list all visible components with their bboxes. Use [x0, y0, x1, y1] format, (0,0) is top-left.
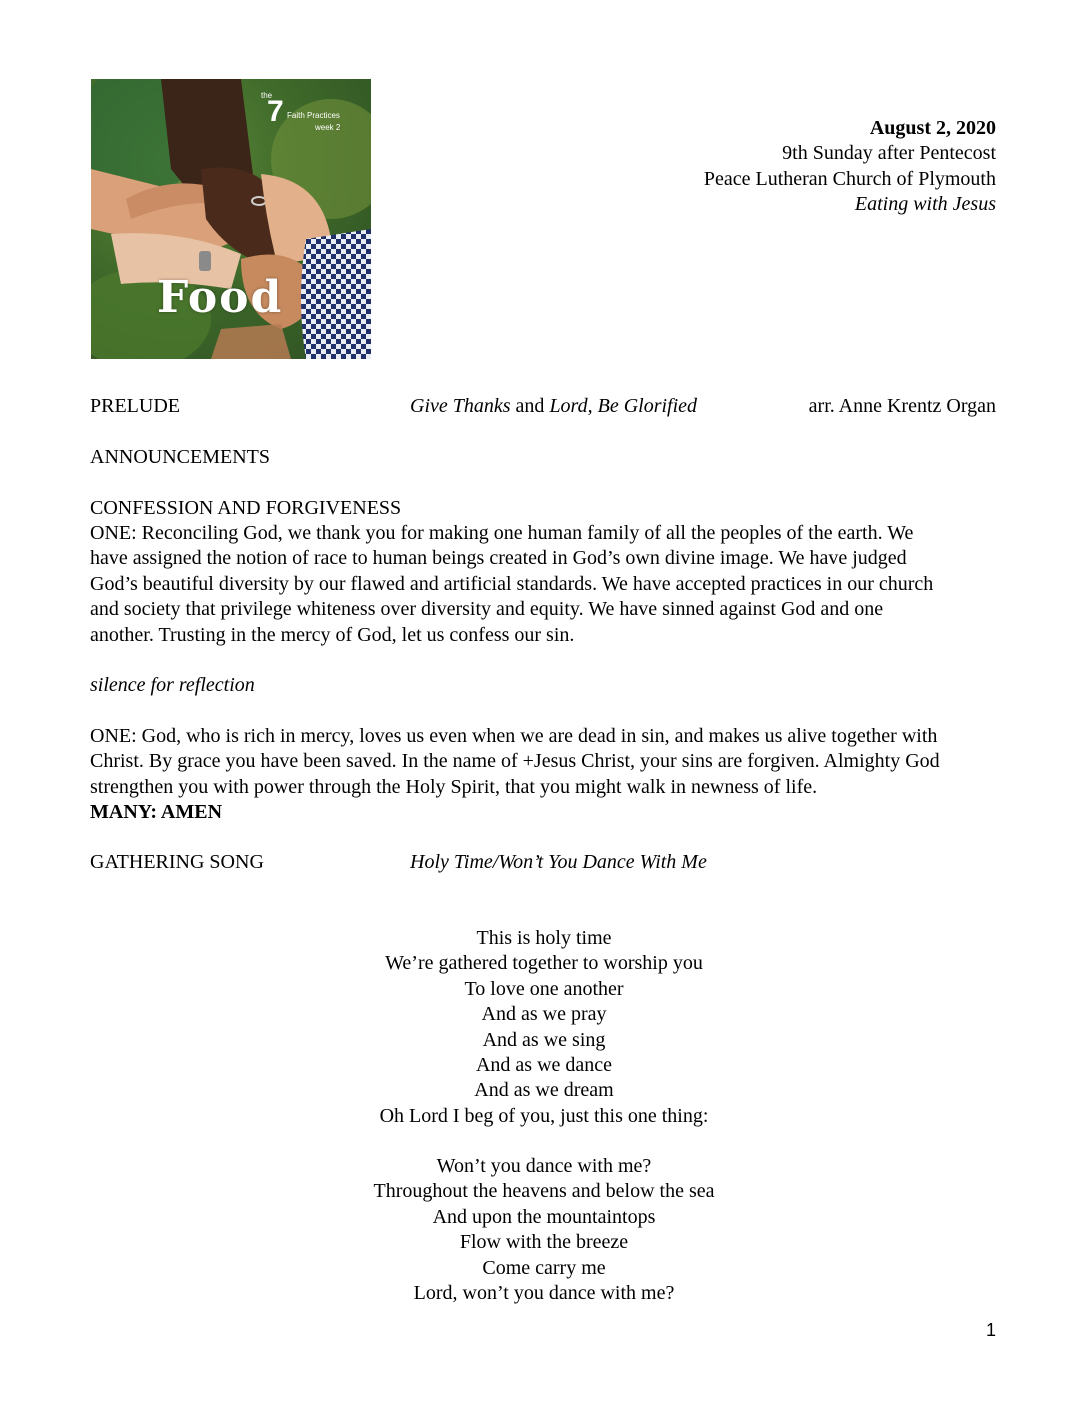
confession-line: and society that privilege whiteness over diversity and equity. We have sinned against God and one — [90, 598, 884, 621]
cover-title: Food — [157, 272, 284, 323]
lyric-line: And as we dance — [475, 1054, 613, 1077]
prelude-title-part2: Lord, Be Glorified — [549, 395, 698, 417]
confession-line: God’s beautiful diversity by our flawed and artificial standards. We have accepted practices in our church — [90, 572, 934, 595]
lyric-line: To love one another — [464, 977, 624, 1000]
page-number: 1 — [985, 1320, 996, 1340]
series-number: 7 — [267, 95, 284, 128]
series-week: week 2 — [315, 123, 341, 132]
service-header — [704, 116, 996, 218]
lyric-line: Come carry me — [482, 1256, 606, 1279]
prelude-label: PRELUDE — [90, 395, 180, 417]
gathering-song-title: Holy Time/Won’t You Dance With Me — [410, 851, 707, 873]
liturgical-day: 9th Sunday after Pentecost — [782, 142, 996, 165]
prelude-title — [410, 394, 697, 419]
prelude-arranger: arr. Anne Krentz Organ — [808, 395, 996, 417]
service-theme: Eating with Jesus — [854, 193, 996, 216]
confession-line: ONE: Reconciling God, we thank you for making one human family of all the peoples of the earth. We — [90, 522, 914, 544]
series-the: the — [261, 91, 273, 100]
cover-image — [91, 79, 371, 359]
confession-line: another. Trusting in the mercy of God, let us confess our sin. — [90, 623, 575, 646]
absolution-line: Christ. By grace you have been saved. In the name of +Jesus Christ, your sins are forgiven. Almighty God — [90, 750, 940, 773]
prelude-title-part1: Give Thanks — [410, 395, 511, 417]
service-date: August 2, 2020 — [869, 117, 996, 139]
lyric-line: We’re gathered together to worship you — [385, 952, 703, 975]
silence-rubric: silence for reflection — [90, 674, 255, 696]
announcements-heading: ANNOUNCEMENTS — [90, 446, 270, 468]
lyric-line: Won’t you dance with me? — [436, 1155, 652, 1177]
confession-heading: CONFESSION AND FORGIVENESS — [90, 497, 402, 519]
lyric-line: Oh Lord I beg of you, just this one thing: — [379, 1104, 709, 1127]
lyric-line: And as we sing — [482, 1028, 606, 1051]
absolution-line: ONE: God, who is rich in mercy, loves us even when we are dead in sin, and makes us alive together with — [90, 725, 938, 747]
lyrics-verse-1 — [0, 926, 1088, 1129]
absolution-text — [90, 724, 1000, 826]
series-name: Faith Practices — [287, 111, 340, 120]
gathering-song-label: GATHERING SONG — [90, 851, 264, 873]
lyric-line: This is holy time — [476, 927, 612, 949]
lyric-line: Flow with the breeze — [459, 1231, 629, 1254]
confession-line: have assigned the notion of race to human beings created in God’s own divine image. We have judged — [90, 547, 907, 570]
absolution-line: strengthen you with power through the Holy Spirit, that you might walk in newness of life. — [90, 775, 818, 798]
lyric-line: Throughout the heavens and below the sea — [373, 1180, 715, 1203]
lyric-line: And as we pray — [481, 1003, 607, 1026]
prelude-title-and: and — [510, 395, 550, 417]
lyric-line: Lord, won’t you dance with me? — [413, 1282, 675, 1305]
lyrics-verse-2 — [0, 1154, 1088, 1306]
lyric-line: And as we dream — [474, 1079, 614, 1102]
lyric-line: And upon the mountaintops — [432, 1205, 656, 1228]
congregation-response: MANY: AMEN — [90, 801, 223, 824]
confession-text — [90, 521, 1000, 648]
church-name: Peace Lutheran Church of Plymouth — [703, 167, 996, 190]
